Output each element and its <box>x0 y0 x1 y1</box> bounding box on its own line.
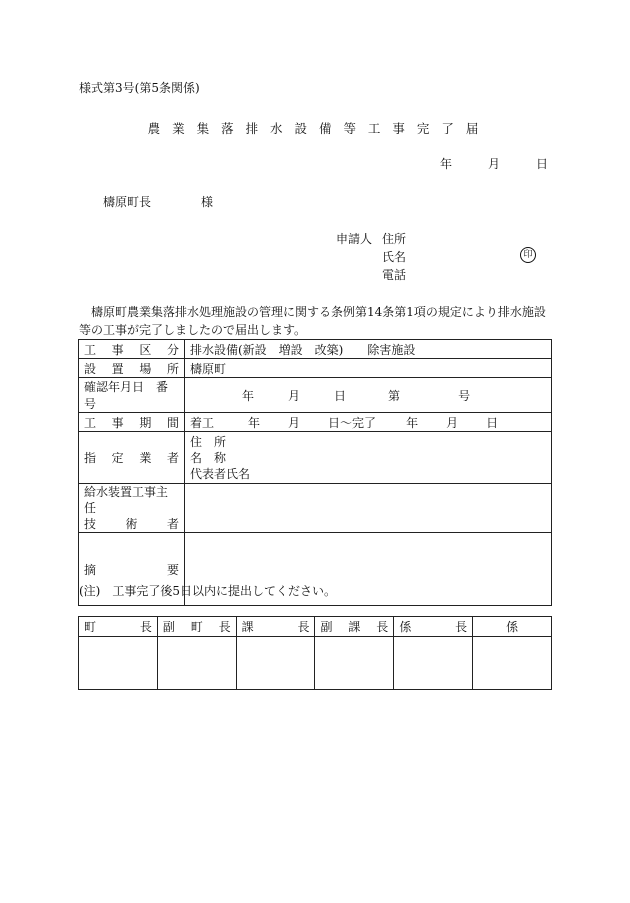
confirmation-month: 月 <box>288 388 301 403</box>
stamp-cell <box>236 637 315 690</box>
footnote: (注) 工事完了後5日以内に提出してください。 <box>79 584 336 598</box>
applicant-label: 申請人 <box>336 232 373 246</box>
applicant-phone-label: 電話 <box>382 268 407 282</box>
period-year2: 年 <box>406 415 419 430</box>
period-start: 着工 <box>190 415 215 430</box>
label-work-type: 工 事 区 分 <box>79 340 185 359</box>
approval-head-3: 課 長 <box>236 617 315 637</box>
applicant-address-label: 住所 <box>382 232 407 246</box>
value-location: 檮原町 <box>185 359 552 378</box>
chief-label-line2: 技 術 者 <box>84 517 179 531</box>
confirmation-dai: 第 <box>388 388 401 403</box>
body-text: 檮原町農業集落排水処理施設の管理に関する条例第14条第1項の規定により排水施設等の工事が完了しましたので届出します。 <box>79 305 546 337</box>
date-day: 日 <box>536 157 549 171</box>
period-month2: 月 <box>446 415 459 430</box>
document-title: 農 業 集 落 排 水 設 備 等 工 事 完 了 届 <box>147 121 483 136</box>
label-location: 設 置 場 所 <box>79 359 185 378</box>
period-day2: 日 <box>486 415 499 430</box>
label-confirmation: 確認年月日 番号 <box>79 378 185 413</box>
stamp-cell <box>157 637 236 690</box>
label-contractor: 指 定 業 者 <box>79 432 185 484</box>
stamp-cell <box>79 637 158 690</box>
approval-header-row <box>79 617 552 637</box>
value-confirmation <box>185 378 552 413</box>
row-location <box>79 359 552 378</box>
approval-head-5: 係 長 <box>394 617 473 637</box>
value-contractor <box>185 432 552 484</box>
chief-label-line1: 給水装置工事主任 <box>84 485 169 515</box>
date-line <box>440 155 548 172</box>
stamp-cell <box>315 637 394 690</box>
label-chief-engineer <box>79 484 185 533</box>
date-month: 月 <box>488 157 501 171</box>
stamp-cell <box>473 637 552 690</box>
date-year: 年 <box>440 157 453 171</box>
row-confirmation <box>79 378 552 413</box>
approval-stamp-row <box>79 637 552 690</box>
completion-form-table <box>78 339 552 606</box>
period-day-to: 日〜完了 <box>328 415 377 430</box>
confirmation-year: 年 <box>242 388 255 403</box>
approval-head-6: 係 <box>473 617 552 637</box>
contractor-name-label: 名 称 <box>190 450 227 465</box>
addressee <box>103 193 213 210</box>
row-period <box>79 413 552 432</box>
label-period: 工 事 期 間 <box>79 413 185 432</box>
seal-mark: 印 <box>520 247 536 263</box>
value-work-type: 排水設備(新設 増設 改築) 除害施設 <box>185 340 552 359</box>
contractor-rep-label: 代表者氏名 <box>190 466 251 481</box>
period-month: 月 <box>288 415 301 430</box>
addressee-name: 檮原町長 <box>103 195 152 209</box>
row-work-type <box>79 340 552 359</box>
confirmation-day: 日 <box>334 388 347 403</box>
value-period <box>185 413 552 432</box>
approval-head-4: 副 課 長 <box>315 617 394 637</box>
applicant-name-label: 氏名 <box>382 250 407 264</box>
stamp-cell <box>394 637 473 690</box>
confirmation-go: 号 <box>458 388 471 403</box>
label-summary: 摘 要 <box>79 533 185 606</box>
approval-head-2: 副 町 長 <box>157 617 236 637</box>
contractor-address-label: 住 所 <box>190 434 227 449</box>
addressee-honorific: 様 <box>201 195 214 209</box>
form-number: 様式第3号(第5条関係) <box>79 81 200 95</box>
period-year: 年 <box>248 415 261 430</box>
row-chief-engineer <box>79 484 552 533</box>
value-chief-engineer <box>185 484 552 533</box>
approval-stamp-table <box>78 616 552 690</box>
approval-head-1: 町 長 <box>79 617 158 637</box>
row-contractor <box>79 432 552 484</box>
